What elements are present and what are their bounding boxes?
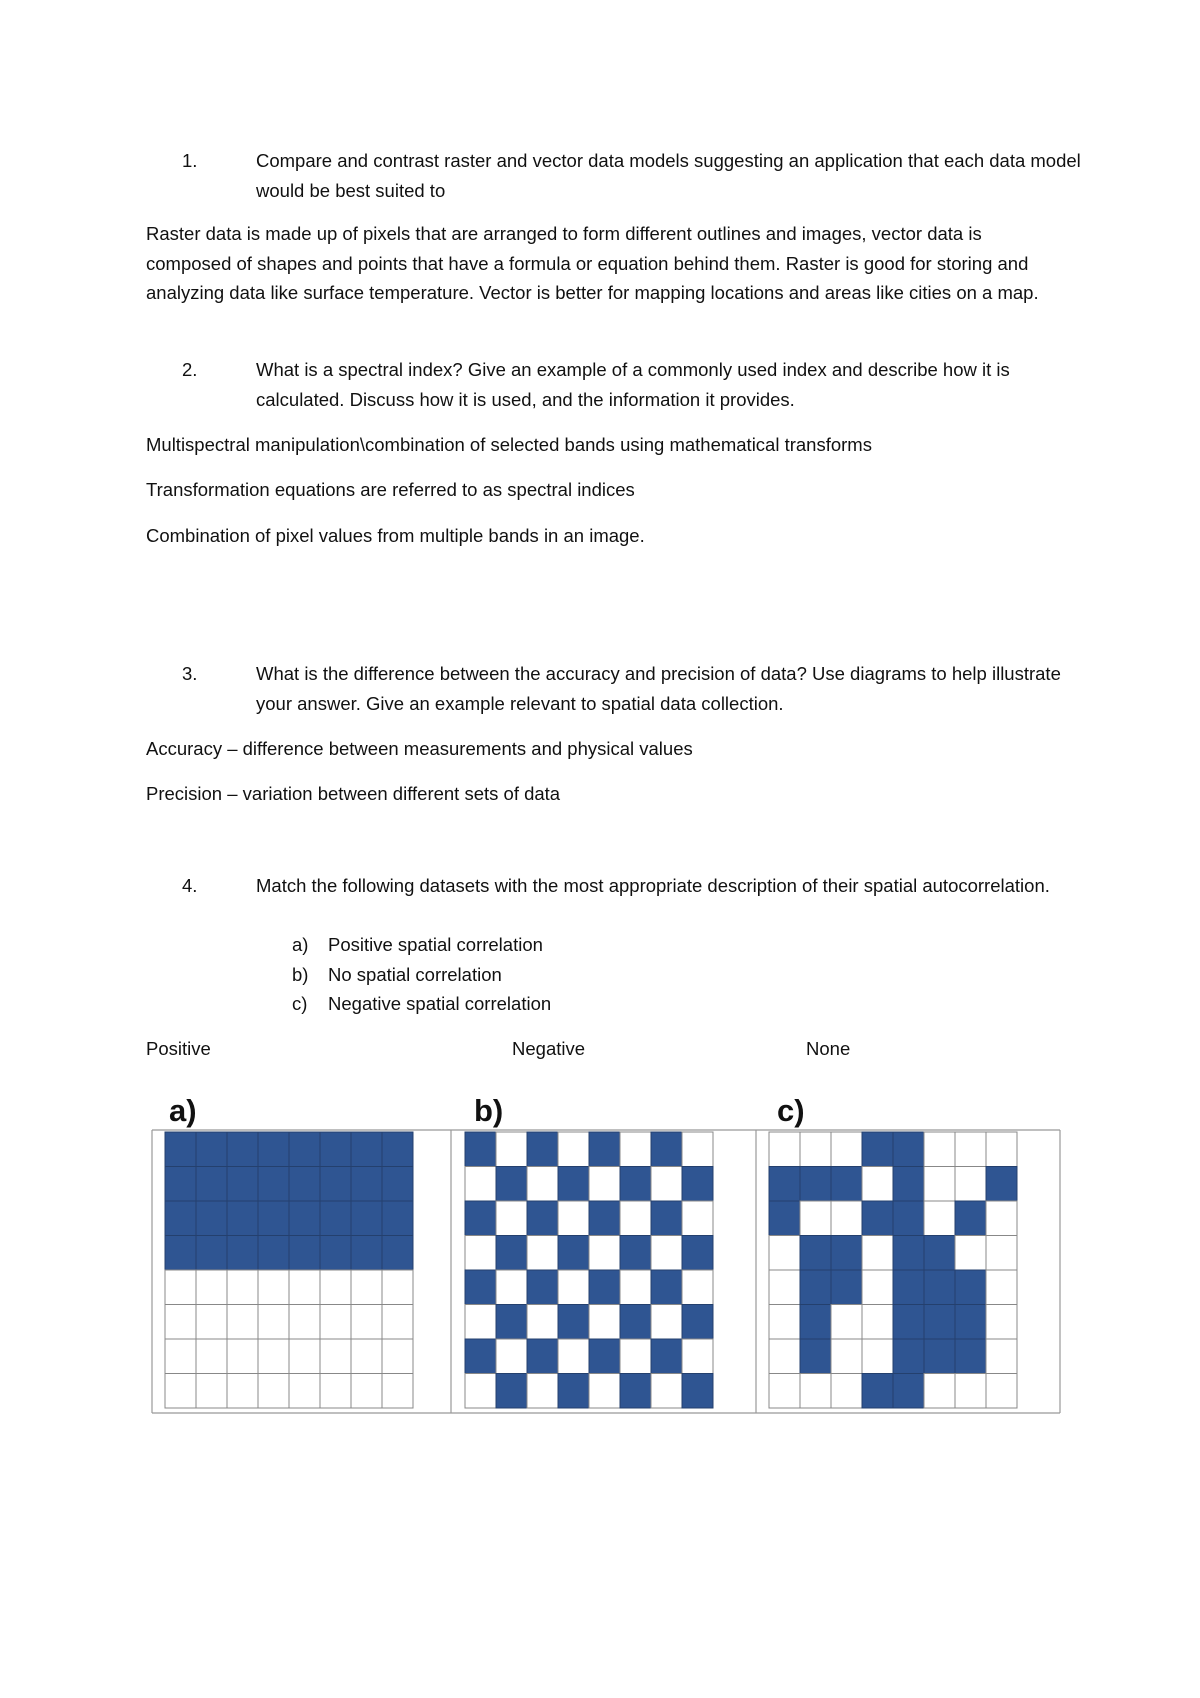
option-letter: b) xyxy=(292,963,309,985)
grid-b-cell xyxy=(496,1132,527,1167)
grid-a-cell xyxy=(289,1374,320,1409)
grid-c-cell xyxy=(955,1305,986,1340)
grid-c-cell xyxy=(955,1201,986,1236)
grid-a-cell xyxy=(382,1374,413,1409)
grid-b-cell xyxy=(496,1305,527,1340)
grid-c-cell xyxy=(893,1305,924,1340)
option-text: Positive spatial correlation xyxy=(328,934,543,955)
grid-b-cell xyxy=(589,1305,620,1340)
grid-b-cell xyxy=(589,1339,620,1374)
answer-label-positive: Positive xyxy=(146,1038,211,1059)
grid-b-cell xyxy=(589,1167,620,1202)
grid-b-cell xyxy=(620,1167,651,1202)
grid-c-cell xyxy=(769,1305,800,1340)
grid-c-cell xyxy=(893,1270,924,1305)
grid-a-cell xyxy=(165,1201,196,1236)
grid-b-cell xyxy=(651,1339,682,1374)
grid-c-cell xyxy=(955,1236,986,1271)
grid-b-cell xyxy=(496,1201,527,1236)
grid-a-cell xyxy=(196,1132,227,1167)
answer-1: Raster data is made up of pixels that are arranged to form different outlines and images, vector data is composed of shapes and points that have a formula or equation behind them. Raster is good for storing and analyzing data like surface temperature. Vector is better for mapping locations and areas like cities on a map. xyxy=(146,223,1039,303)
panel-letter-c: c) xyxy=(777,1093,805,1128)
option-text: Negative spatial correlation xyxy=(328,993,552,1014)
option-text: No spatial correlation xyxy=(328,963,502,985)
answer-label-negative: Negative xyxy=(512,1038,586,1059)
grid-a-cell xyxy=(165,1374,196,1409)
grid-b-cell xyxy=(620,1374,651,1409)
grid-b-cell xyxy=(682,1339,713,1374)
grid-a-cell xyxy=(289,1201,320,1236)
grid-c-cell xyxy=(893,1201,924,1236)
grid-a-cell xyxy=(351,1167,382,1202)
grid-a-cell xyxy=(351,1236,382,1271)
grid-a-cell xyxy=(258,1236,289,1271)
grid-c-cell xyxy=(893,1167,924,1202)
grid-b-cell xyxy=(620,1270,651,1305)
grid-c-cell xyxy=(769,1270,800,1305)
panel-letter-b: b) xyxy=(474,1093,504,1128)
question-text: What is the difference between the accuracy and precision of data? Use diagrams to help illustrate your answer. Give an example relevant to spatial data collection. xyxy=(256,663,1061,714)
grid-b-cell xyxy=(682,1270,713,1305)
grid-b-cell xyxy=(527,1167,558,1202)
grid-c-cell xyxy=(955,1167,986,1202)
question-text: Compare and contrast raster and vector data models suggesting an application that each data model would be best suited to xyxy=(256,150,1081,201)
grid-c-cell xyxy=(986,1270,1017,1305)
grid-a-cell xyxy=(196,1374,227,1409)
grid-c-cell xyxy=(986,1339,1017,1374)
grid-c-cell xyxy=(769,1339,800,1374)
grid-c-cell xyxy=(862,1132,893,1167)
grid-a-cell xyxy=(382,1132,413,1167)
grid-c-cell xyxy=(893,1374,924,1409)
grid-a-cell xyxy=(382,1305,413,1340)
grid-b-cell xyxy=(527,1305,558,1340)
grid-b-cell xyxy=(651,1374,682,1409)
grid-c-cell xyxy=(924,1374,955,1409)
grid-b-cell xyxy=(651,1236,682,1271)
grid-b-cell xyxy=(589,1374,620,1409)
grid-b-cell xyxy=(651,1270,682,1305)
grid-a xyxy=(165,1132,413,1408)
grid-c-cell xyxy=(800,1132,831,1167)
grid-a-cell xyxy=(320,1236,351,1271)
grid-c-cell xyxy=(769,1374,800,1409)
grid-a-cell xyxy=(227,1201,258,1236)
grid-b-cell xyxy=(465,1167,496,1202)
grid-b-cell xyxy=(558,1339,589,1374)
grid-a-cell xyxy=(320,1339,351,1374)
grid-b-cell xyxy=(620,1236,651,1271)
grid-a-cell xyxy=(227,1374,258,1409)
grid-b-cell xyxy=(465,1236,496,1271)
grid-c-cell xyxy=(831,1339,862,1374)
grid-c-cell xyxy=(862,1374,893,1409)
grid-c-cell xyxy=(862,1201,893,1236)
grid-a-cell xyxy=(258,1305,289,1340)
grid-a-cell xyxy=(289,1236,320,1271)
grid-b-cell xyxy=(558,1201,589,1236)
grid-c-cell xyxy=(955,1374,986,1409)
grid-c-cell xyxy=(986,1374,1017,1409)
answer-label-none: None xyxy=(806,1038,851,1059)
grid-c-cell xyxy=(924,1132,955,1167)
grid-a-cell xyxy=(351,1270,382,1305)
grid-a-cell xyxy=(351,1132,382,1167)
grid-c-cell xyxy=(800,1201,831,1236)
answer-3-line-2: Precision – variation between different sets of data xyxy=(146,783,561,804)
grid-b-cell xyxy=(558,1305,589,1340)
grid-b-cell xyxy=(651,1305,682,1340)
grid-c-cell xyxy=(831,1305,862,1340)
grid-c-cell xyxy=(924,1201,955,1236)
grid-b-cell xyxy=(465,1374,496,1409)
question-number: 4. xyxy=(182,875,198,896)
grid-b-cell xyxy=(558,1374,589,1409)
grid-c-cell xyxy=(893,1132,924,1167)
grid-a-cell xyxy=(227,1339,258,1374)
panel-letter-a: a) xyxy=(169,1093,197,1128)
grid-b-cell xyxy=(558,1167,589,1202)
grid-b-cell xyxy=(682,1374,713,1409)
grid-b-cell xyxy=(651,1167,682,1202)
option-letter: a) xyxy=(292,934,309,955)
grid-b-cell xyxy=(496,1236,527,1271)
grid-c-cell xyxy=(862,1305,893,1340)
grid-c-cell xyxy=(831,1236,862,1271)
grid-b-cell xyxy=(527,1236,558,1271)
grid-a-cell xyxy=(320,1132,351,1167)
grid-c-cell xyxy=(831,1132,862,1167)
grid-a-cell xyxy=(289,1305,320,1340)
option-letter: c) xyxy=(292,993,308,1014)
grid-b-cell xyxy=(558,1236,589,1271)
grid-c-cell xyxy=(955,1270,986,1305)
grid-b-cell xyxy=(558,1132,589,1167)
grid-a-cell xyxy=(165,1305,196,1340)
grid-a-cell xyxy=(289,1132,320,1167)
grid-c-cell xyxy=(924,1305,955,1340)
grid-b-cell xyxy=(527,1132,558,1167)
grid-c-cell xyxy=(986,1132,1017,1167)
grid-a-cell xyxy=(351,1374,382,1409)
grid-c-cell xyxy=(893,1339,924,1374)
grid-a-cell xyxy=(382,1339,413,1374)
grid-b-cell xyxy=(496,1167,527,1202)
grid-b-cell xyxy=(682,1236,713,1271)
grid-c-cell xyxy=(800,1167,831,1202)
grid-a-cell xyxy=(227,1305,258,1340)
grid-b-cell xyxy=(527,1374,558,1409)
grid-a-cell xyxy=(320,1305,351,1340)
grid-a-cell xyxy=(289,1270,320,1305)
grid-a-cell xyxy=(258,1167,289,1202)
grid-c-cell xyxy=(800,1270,831,1305)
answer-3-line-1: Accuracy – difference between measurements and physical values xyxy=(146,738,693,759)
grid-a-cell xyxy=(196,1167,227,1202)
grid-b-cell xyxy=(558,1270,589,1305)
grid-c-cell xyxy=(862,1236,893,1271)
grid-a-cell xyxy=(196,1305,227,1340)
question-number: 1. xyxy=(182,150,198,171)
grid-a-cell xyxy=(382,1270,413,1305)
grid-b-cell xyxy=(496,1270,527,1305)
grid-a-cell xyxy=(351,1339,382,1374)
grid-c-cell xyxy=(800,1339,831,1374)
grid-c-cell xyxy=(831,1270,862,1305)
answer-2-line-1: Multispectral manipulation\combination of selected bands using mathematical transforms xyxy=(146,434,872,455)
grid-c-cell xyxy=(831,1201,862,1236)
grid-c-cell xyxy=(986,1305,1017,1340)
grid-a-cell xyxy=(165,1167,196,1202)
grid-a-cell xyxy=(320,1374,351,1409)
grid-b-cell xyxy=(527,1339,558,1374)
grid-c-cell xyxy=(769,1132,800,1167)
grid-c-cell xyxy=(924,1339,955,1374)
grid-c-cell xyxy=(862,1167,893,1202)
grid-b-cell xyxy=(651,1201,682,1236)
grid-a-cell xyxy=(258,1374,289,1409)
grid-b-cell xyxy=(589,1270,620,1305)
grid-a-cell xyxy=(320,1201,351,1236)
grid-c-cell xyxy=(862,1270,893,1305)
question-number: 3. xyxy=(182,663,198,684)
grid-b-cell xyxy=(465,1201,496,1236)
grid-a-cell xyxy=(227,1167,258,1202)
grid-b-cell xyxy=(620,1305,651,1340)
grid-b-cell xyxy=(620,1132,651,1167)
grid-b-cell xyxy=(465,1339,496,1374)
grid-a-cell xyxy=(320,1167,351,1202)
grid-c-cell xyxy=(924,1167,955,1202)
grid-a-cell xyxy=(227,1132,258,1167)
grid-c-cell xyxy=(800,1305,831,1340)
grid-c-cell xyxy=(769,1167,800,1202)
grid-a-cell xyxy=(351,1305,382,1340)
grid-c-cell xyxy=(955,1339,986,1374)
grid-c-cell xyxy=(769,1236,800,1271)
question-text: Match the following datasets with the most appropriate description of their spatial autocorrelation. xyxy=(256,875,1050,896)
grid-a-cell xyxy=(165,1270,196,1305)
grid-b-cell xyxy=(527,1201,558,1236)
grid-c-cell xyxy=(986,1167,1017,1202)
grid-b-cell xyxy=(465,1270,496,1305)
grid-b-cell xyxy=(465,1305,496,1340)
grid-a-cell xyxy=(258,1270,289,1305)
grid-a-cell xyxy=(258,1201,289,1236)
grid-c-cell xyxy=(800,1236,831,1271)
grid-b-cell xyxy=(496,1339,527,1374)
grid-b-cell xyxy=(527,1270,558,1305)
grid-b-cell xyxy=(465,1132,496,1167)
grid-a-cell xyxy=(196,1339,227,1374)
question-text: What is a spectral index? Give an example of a commonly used index and describe how it is calculated. Discuss how it is used, and the information it provides. xyxy=(256,359,1010,410)
grid-a-cell xyxy=(227,1270,258,1305)
answer-2-line-2: Transformation equations are referred to as spectral indices xyxy=(146,479,635,500)
answer-2-line-3: Combination of pixel values from multiple bands in an image. xyxy=(146,525,645,546)
grid-a-cell xyxy=(382,1167,413,1202)
grid-a-cell xyxy=(196,1270,227,1305)
grid-b-cell xyxy=(682,1305,713,1340)
grid-c-cell xyxy=(955,1132,986,1167)
grid-a-cell xyxy=(165,1132,196,1167)
grid-b-cell xyxy=(496,1374,527,1409)
grid-c-cell xyxy=(862,1339,893,1374)
grid-a-cell xyxy=(258,1339,289,1374)
grid-a-cell xyxy=(289,1339,320,1374)
grid-a-cell xyxy=(165,1339,196,1374)
grid-c-cell xyxy=(893,1236,924,1271)
grid-a-cell xyxy=(227,1236,258,1271)
grid-c-cell xyxy=(924,1270,955,1305)
grid-a-cell xyxy=(382,1236,413,1271)
grid-a-cell xyxy=(165,1236,196,1271)
grid-b-cell xyxy=(620,1339,651,1374)
grid-c-cell xyxy=(986,1201,1017,1236)
grid-a-cell xyxy=(351,1201,382,1236)
grid-b-cell xyxy=(620,1201,651,1236)
grid-b xyxy=(465,1132,713,1408)
grid-a-cell xyxy=(382,1201,413,1236)
grid-b-cell xyxy=(682,1132,713,1167)
question-number: 2. xyxy=(182,359,198,380)
grid-b-cell xyxy=(682,1167,713,1202)
grid-a-cell xyxy=(196,1236,227,1271)
grid-a-cell xyxy=(289,1167,320,1202)
grid-b-cell xyxy=(589,1132,620,1167)
grid-c-cell xyxy=(986,1236,1017,1271)
grid-b-cell xyxy=(651,1132,682,1167)
grid-a-cell xyxy=(320,1270,351,1305)
grid-c-cell xyxy=(924,1236,955,1271)
grid-a-cell xyxy=(258,1132,289,1167)
grid-c-cell xyxy=(831,1167,862,1202)
grid-b-cell xyxy=(682,1201,713,1236)
grid-b-cell xyxy=(589,1201,620,1236)
grid-c-cell xyxy=(800,1374,831,1409)
grid-c-cell xyxy=(831,1374,862,1409)
grid-a-cell xyxy=(196,1201,227,1236)
grid-c xyxy=(769,1132,1017,1408)
grid-c-cell xyxy=(769,1201,800,1236)
grid-b-cell xyxy=(589,1236,620,1271)
